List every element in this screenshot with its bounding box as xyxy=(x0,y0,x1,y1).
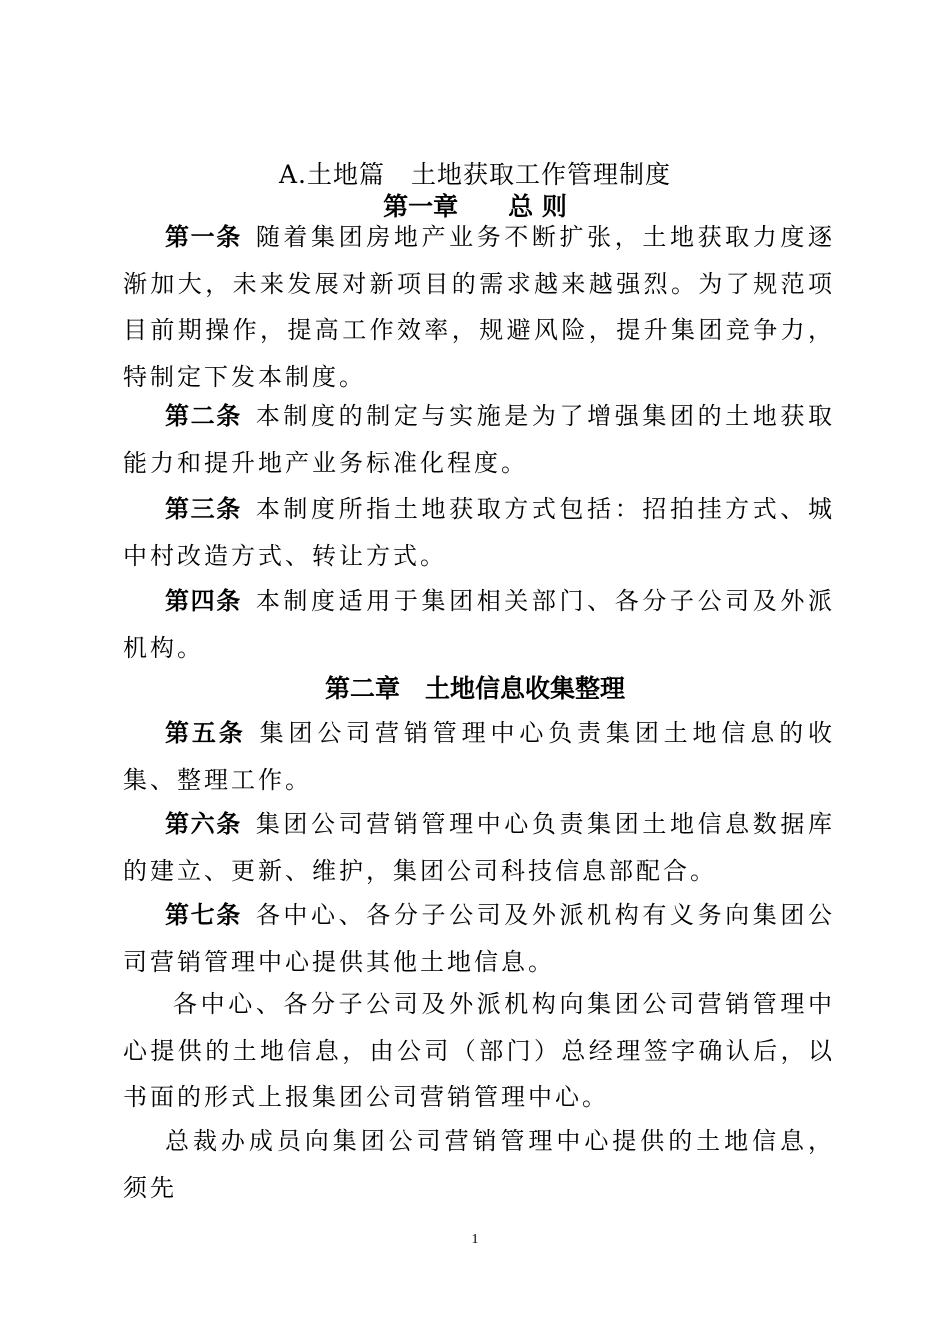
article-text: 本制度所指土地获取方式包括：招拍挂方式、城中村改造方式、转让方式。 xyxy=(123,495,836,570)
article-label: 第五条 xyxy=(165,719,246,747)
article-text: 本制度适用于集团相关部门、各分子公司及外派机构。 xyxy=(123,587,836,662)
article-label: 第二条 xyxy=(165,402,242,430)
article-text: 集团公司营销管理中心负责集团土地信息的收集、整理工作。 xyxy=(123,719,836,794)
article-7 xyxy=(123,892,835,985)
page-number: 1 xyxy=(471,1232,479,1247)
chapter-2-heading: 第二章 土地信息收集整理 xyxy=(324,674,625,703)
article-label: 第三条 xyxy=(165,495,242,523)
article-label: 第七条 xyxy=(165,901,242,929)
paragraph-1: 各中心、各分子公司及外派机构向集团公司营销管理中心提供的土地信息，由公司（部门）总经理签字确认后，以书面的形式上报集团公司营销管理中心。 xyxy=(123,990,835,1111)
article-text: 集团公司营销管理中心负责集团土地信息数据库的建立、更新、维护，集团公司科技信息部配合。 xyxy=(123,810,836,885)
article-label: 第一条 xyxy=(165,223,242,251)
article-2 xyxy=(123,393,835,486)
article-text: 本制度的制定与实施是为了增强集团的土地获取能力和提升地产业务标准化程度。 xyxy=(123,402,836,477)
document-title: A.土地篇 土地获取工作管理制度 xyxy=(278,160,671,189)
article-1 xyxy=(123,214,835,400)
article-3 xyxy=(123,486,835,579)
article-label: 第四条 xyxy=(165,587,242,615)
article-5 xyxy=(123,710,835,803)
article-text: 随着集团房地产业务不断扩张，土地获取力度逐渐加大，未来发展对新项目的需求越来越强烈。为了规范项目前期操作，提高工作效率，规避风险，提升集团竞争力，特制定下发本制度。 xyxy=(123,223,836,391)
article-label: 第六条 xyxy=(165,810,242,838)
article-4 xyxy=(123,578,835,671)
chapter-1-heading: 第一章 总 则 xyxy=(383,192,567,221)
article-6 xyxy=(123,801,835,894)
article-text: 各中心、各分子公司及外派机构有义务向集团公司营销管理中心提供其他土地信息。 xyxy=(123,901,836,976)
paragraph-2: 总裁办成员向集团公司营销管理中心提供的土地信息，须先 xyxy=(123,1127,835,1202)
